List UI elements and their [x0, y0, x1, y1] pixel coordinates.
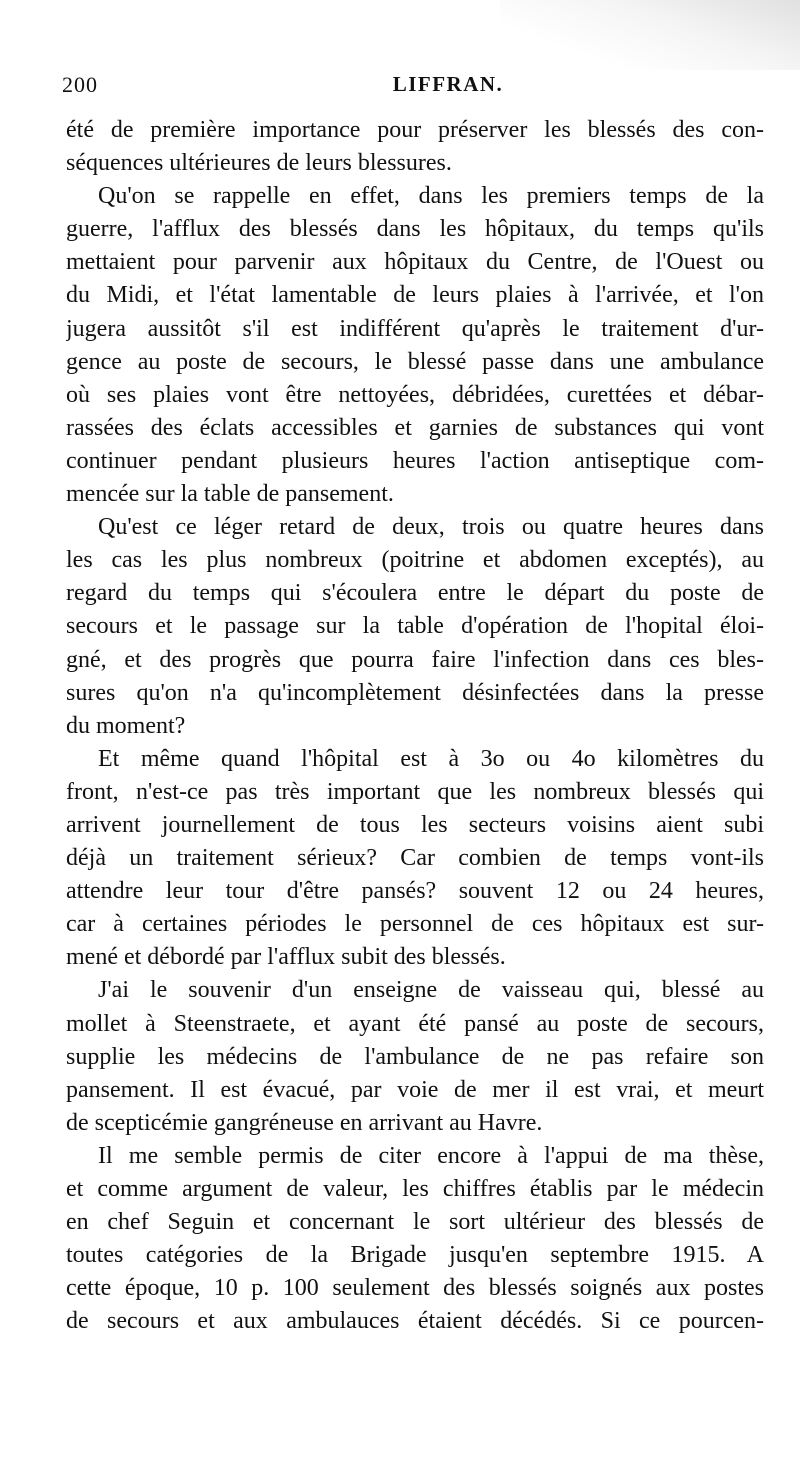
text-line: en chef Seguin et concernant le sort ultérieur des blessés de — [66, 1209, 764, 1236]
text-line: supplie les médecins de l'ambulance de ne pas refaire son — [66, 1043, 764, 1070]
text-line: et comme argument de valeur, les chiffres établis par le médecin — [66, 1176, 764, 1202]
text-line: guerre, l'afflux des blessés dans les hôpitaux, du temps qu'ils — [66, 216, 764, 243]
page-header — [62, 72, 764, 106]
text-line: cette époque, 10 p. 100 seulement des blessés soignés aux postes — [66, 1275, 764, 1302]
text-line: de scepticémie gangréneuse en arrivant au Havre. — [66, 1109, 543, 1136]
text-line: gence au poste de secours, le blessé passe dans une ambulance — [66, 348, 764, 375]
text-line: Qu'on se rappelle en effet, dans les premiers temps de la — [98, 183, 764, 210]
text-line: car à certaines périodes le personnel de ces hôpitaux est sur- — [66, 911, 764, 938]
text-line: attendre leur tour d'être pansés? souvent 12 ou 24 heures, — [66, 878, 764, 905]
text-line: rassées des éclats accessibles et garnies de substances qui vont — [66, 414, 764, 441]
text-line: été de première importance pour préserver les blessés des con- — [66, 117, 764, 143]
body-text — [66, 114, 764, 1338]
text-line: sures qu'on n'a qu'incomplètement désinfectées dans la presse — [66, 679, 764, 706]
text-line: toutes catégories de la Brigade jusqu'en septembre 1915. A — [66, 1242, 764, 1269]
text-line: les cas les plus nombreux (poitrine et abdomen exceptés), au — [66, 547, 764, 574]
text-line: mencée sur la table de pansement. — [66, 481, 394, 508]
scan-shadow — [500, 0, 800, 70]
text-line: continuer pendant plusieurs heures l'action antiseptique com- — [66, 447, 764, 474]
page-number: 200 — [62, 72, 98, 97]
text-line: arrivent journellement de tous les secteurs voisins aient subi — [66, 811, 764, 838]
text-line: J'ai le souvenir d'un enseigne de vaisseau qui, blessé au — [98, 977, 764, 1004]
text-line: regard du temps qui s'écoulera entre le départ du poste de — [66, 580, 764, 607]
text-line: où ses plaies vont être nettoyées, débridées, curettées et débar- — [66, 381, 764, 408]
text-line: Qu'est ce léger retard de deux, trois ou quatre heures dans — [98, 514, 764, 541]
text-line: Et même quand l'hôpital est à 3o ou 4o kilomètres du — [98, 745, 764, 772]
text-line: déjà un traitement sérieux? Car combien de temps vont-ils — [66, 845, 764, 872]
text-line: séquences ultérieures de leurs blessures. — [66, 150, 452, 177]
text-line: du moment? — [66, 712, 186, 739]
running-head: LIFFRAN. — [392, 72, 504, 96]
text-line: secours et le passage sur la table d'opération de l'hopital éloi- — [66, 613, 764, 640]
text-line: gné, et des progrès que pourra faire l'infection dans ces bles- — [66, 646, 764, 673]
text-line: Il me semble permis de citer encore à l'appui de ma thèse, — [98, 1142, 764, 1169]
text-line: du Midi, et l'état lamentable de leurs plaies à l'arrivée, et l'on — [66, 282, 764, 309]
text-line: pansement. Il est évacué, par voie de mer il est vrai, et meurt — [66, 1076, 764, 1103]
text-line: mené et débordé par l'afflux subit des blessés. — [66, 944, 506, 971]
text-line: de secours et aux ambulauces étaient décédés. Si ce pourcen- — [66, 1308, 764, 1335]
text-line: front, n'est-ce pas très important que les nombreux blessés qui — [66, 778, 764, 805]
text-line: jugera aussitôt s'il est indifférent qu'après le traitement d'ur- — [66, 315, 764, 342]
text-line: mollet à Steenstraete, et ayant été pansé au poste de secours, — [66, 1010, 764, 1037]
text-line: mettaient pour parvenir aux hôpitaux du Centre, de l'Ouest ou — [66, 249, 764, 276]
